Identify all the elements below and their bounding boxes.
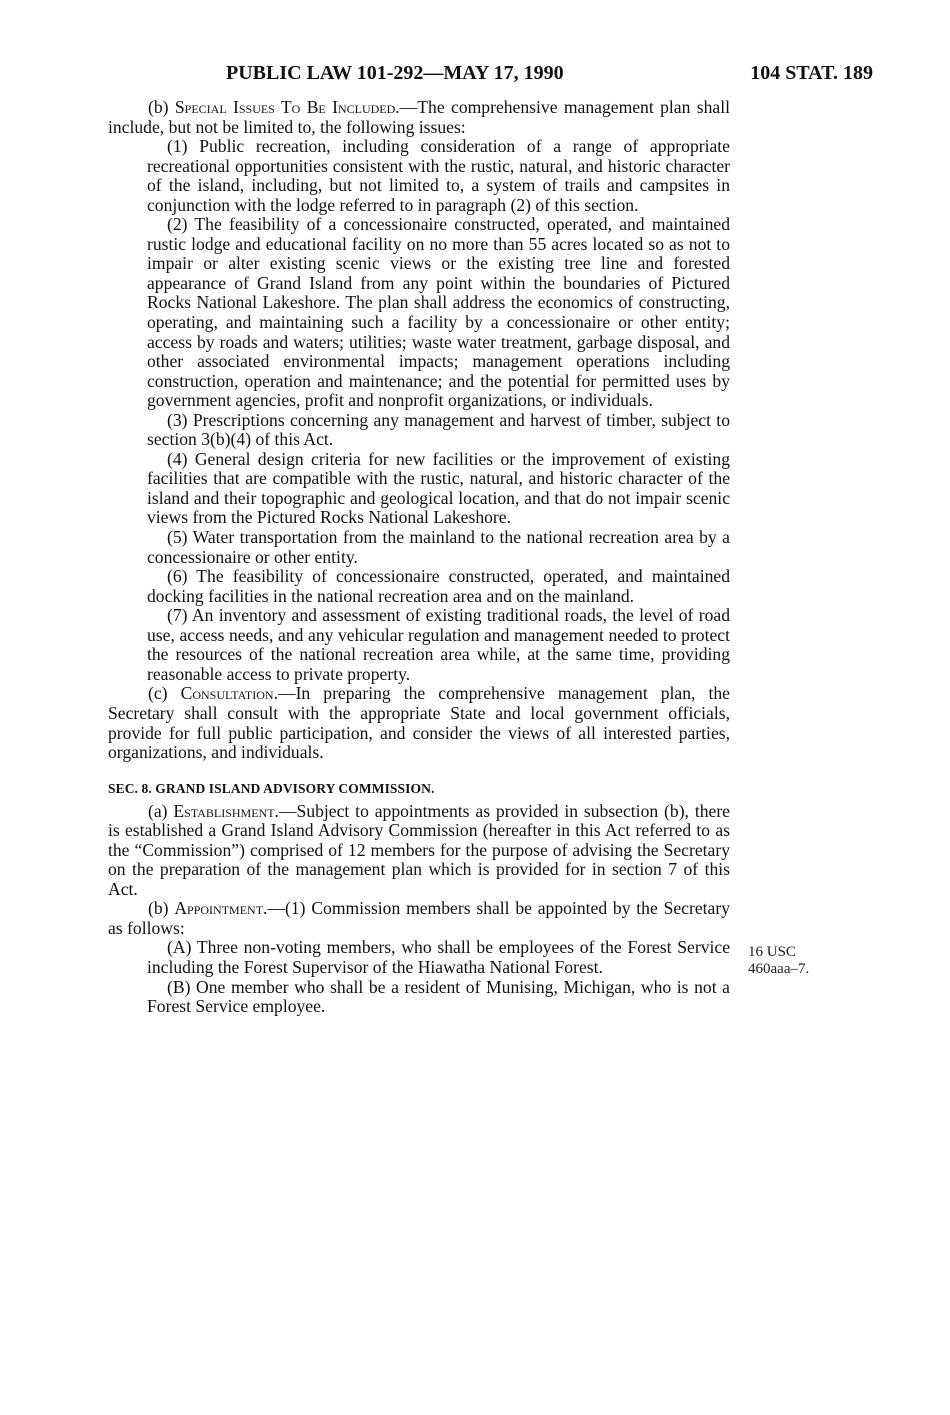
paragraph-3: (3) Prescriptions concerning any management and harvest of timber, subject to section 3(b)(4) of this Act. [147,409,730,450]
section-8-a-heading: Establishment. [173,800,279,821]
paragraph-6: (6) The feasibility of concessionaire constructed, operated, and maintained docking facilities in the national recreation area and on the mainland. [147,566,730,606]
clause-a: (A) Three non-voting members, who shall be employees of the Forest Service including the Forest Supervisor of the Hiawatha National Forest. [147,937,730,977]
body-text [108,98,730,1017]
running-head-title: PUBLIC LAW 101-292—MAY 17, 1990 [226,62,564,84]
section-8-b-heading: Appointment. [174,898,268,919]
section-8-subsection-a [108,802,730,900]
paragraph-5: (5) Water transportation from the mainland to the national recreation area by a concessionaire or other entity. [147,527,730,567]
section-8-b-text: —(1) Commission members shall be appointed by the Secretary as follows: [108,898,730,938]
paragraph-2: (2) The feasibility of a concessionaire constructed, operated, and maintained rustic lodge and educational facility on no more than 55 acres located so as not to impair or alter existing scenic views or the existing tree line and forested appearance of Grand Island from any point within the boundaries of Pictured Rocks National Lakeshore. The plan shall address the economics of constructing, operating, and maintaining such a facility by a concessionaire or other entity; access by roads and waters; utilities; waste water treatment, garbage disposal, and other associated environmental impacts; management operations including construction, operation and maintenance; and the potential for permitted uses by government agencies, profit and nonprofit organizations, or individuals. [147,214,730,411]
section-8-a-label: (a) [148,800,174,821]
margin-citation-line-2: 460aaa–7. [748,961,810,977]
clause-b: (B) One member who shall be a resident of Munising, Michigan, who is not a Forest Service employee. [147,976,730,1017]
margin-citation [748,944,838,978]
section-8-subsection-b [108,899,730,938]
subsection-c-heading: Consultation. [180,683,278,704]
subsection-c-label: (c) [148,683,181,704]
subsection-c-text: —In preparing the comprehensive management plan, the Secretary shall consult with the appropriate State and local government officials, provide for full public participation, and consider the views of all interested parties, organizations, and individuals. [108,683,730,763]
subsection-b-intro [108,98,730,137]
paragraph-4: (4) General design criteria for new facilities or the improvement of existing facilities that are compatible with the rustic, natural, and historic character of the island and their topographic and geological location, and that do not impair scenic views from the Pictured Rocks National Lakeshore. [147,448,730,528]
subsection-b-label: (b) [148,97,175,117]
paragraph-7: (7) An inventory and assessment of existing traditional roads, the level of road use, access needs, and any vehicular regulation and management needed to protect the resources of the national recreation area while, at the same time, providing reasonable access to private property. [147,605,730,684]
section-8-b-label: (b) [148,898,175,919]
section-8-heading: SEC. 8. GRAND ISLAND ADVISORY COMMISSION. [108,780,435,796]
margin-citation-line-1: 16 USC [748,944,796,960]
running-head-stat-page: 104 STAT. 189 [750,62,873,84]
subsection-c [108,684,730,762]
subsection-b-heading: Special Issues To Be Included. [174,97,400,117]
subsection-b-intro-text: —The comprehensive management plan shall include, but not be limited to, the following issues: [108,97,730,137]
section-8-a-text: —Subject to appointments as provided in subsection (b), there is established a Grand Island Advisory Commission (hereafter in this Act referred to as the “Commission”) comprised of 12 members for the purpose of advising the Secretary on the preparation of the management plan which is provided for in section 7 of this Act. [108,800,730,899]
running-head [108,62,873,92]
paragraph-1: (1) Public recreation, including consideration of a range of appropriate recreational opportunities consistent with the rustic, natural, and historic character of the island, including, but not limited to, a system of trails and campsites in conjunction with the lodge referred to in paragraph (2) of this section. [147,136,730,215]
